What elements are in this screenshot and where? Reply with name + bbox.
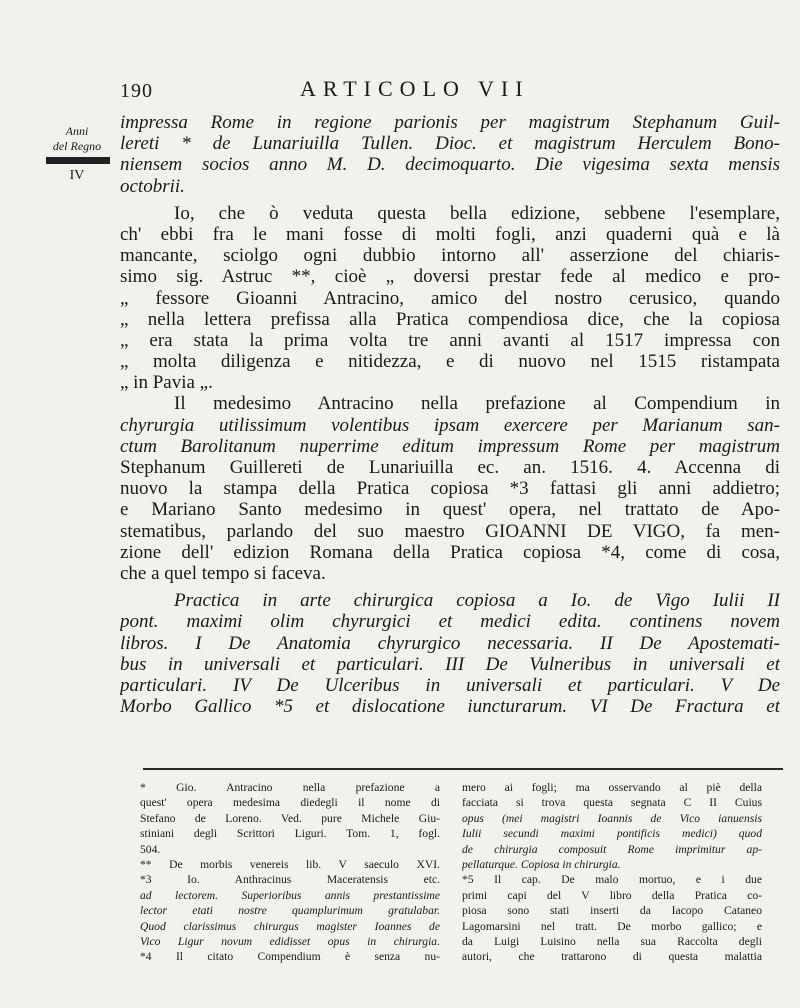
margin-volume: IV <box>69 168 85 183</box>
footnote-line: facciata si trova questa segnata C II Cuius <box>462 796 762 810</box>
footnote-line: *4 Il citato Compendium è senza nu- <box>140 950 440 964</box>
margin-note <box>40 124 114 183</box>
text-line: niensem socios anno M. D. decimoquarto. Die vigesima sexta mensis <box>120 154 780 176</box>
text-line: impressa Rome in regione parionis per magistrum Stephanum Guil- <box>120 112 780 133</box>
margin-note-line1: Anni <box>65 124 89 138</box>
text-line: simo sig. Astruc **, cioè „ doversi prestar fede al medico e pro- <box>120 266 780 288</box>
footnote-line: ** De morbis venereis lib. V saeculo XVI. <box>140 857 440 871</box>
text-line: „ fessore Gioanni Antracino, amico del nostro cerusico, quando <box>120 287 780 309</box>
text-line: octobrii. <box>120 175 185 197</box>
main-text <box>120 112 780 717</box>
footnote-line: autori, che trattarono di questa malattia <box>462 950 762 964</box>
footnote-line: 504. <box>140 842 161 856</box>
footnotes-left-column <box>140 780 440 965</box>
text-line: libros. I De Anatomia chyrurgico necessaria. II De Apostemati- <box>120 632 780 654</box>
footnote-line: pellaturque. Copiosa in chirurgia. <box>462 857 621 871</box>
page-number: 190 <box>120 80 153 102</box>
footnote-line: mero ai fogli; ma osservando al piè della <box>462 781 762 794</box>
footnote-line: * Gio. Antracino nella prefazione a <box>140 781 440 794</box>
footnote-line: ad lectorem. Superioribus annis prestantissime <box>140 888 440 902</box>
text-line: chyrurgia utilissimum volentibus ipsam exercere per Marianum san- <box>120 414 780 436</box>
running-title: ARTICOLO VII <box>300 76 530 101</box>
footnote-line: Quod clarissimus chirurgus magister Ioannes de <box>140 919 440 933</box>
text-line: mancante, sciolgo ogni dubbio intorno all' asserzione del chiaris- <box>120 245 780 267</box>
footnote-line: primi capi del V libro della Pratica co- <box>462 888 762 902</box>
footnote-separator <box>143 768 783 770</box>
footnote-line: Lagomarsini nel tratt. De morbo gallico; e <box>462 919 762 933</box>
footnotes-right-column <box>462 780 762 965</box>
text-line: ch' ebbi fra le mani fosse di molti fogli, anzi quaderni quà e là <box>120 223 780 245</box>
footnote-line: Vico Ligur novum edidisset opus in chirurgia. <box>140 934 440 948</box>
text-line: stematibus, parlando del suo maestro GIOANNI DE VIGO, fa men- <box>120 520 780 542</box>
footnote-line: de chirurgia composuit Rome imprimitur ap- <box>462 842 762 856</box>
text-line: „ era stata la prima volta tre anni avanti al 1517 impressa con <box>120 329 780 351</box>
text-line: „ in Pavia „. <box>120 372 213 394</box>
footnote-line: Iulii secundi maximi pontificis medici) quod <box>462 827 762 841</box>
footnote-line: stiniani degli Scrittori Liguri. Tom. 1, fogl. <box>140 827 440 841</box>
text-line: nuovo la stampa della Pratica copiosa *3 fattasi gli anni addietro; <box>120 478 780 500</box>
text-line: pont. maximi olim chyrurgici et medici edita. continens novem <box>120 611 780 633</box>
footnote-line: piosa sono stati inserti da Iacopo Cataneo <box>462 904 762 918</box>
footnote-line: opus (mei magistri Ioannis de Vico ianuensis <box>462 811 762 825</box>
footnote-line: quest' opera medesima diedegli il nome di <box>140 796 440 810</box>
text-line: bus in universali et particulari. III De Vulneribus in universali et <box>120 653 780 675</box>
footnote-line: *3 Io. Anthracinus Maceratensis etc. <box>140 873 440 887</box>
text-line: Il medesimo Antracino nella prefazione al Compendium in <box>174 393 780 415</box>
text-line: che a quel tempo si faceva. <box>120 562 326 584</box>
footnote-line: lector etati nostre quamplurimum gratulabar. <box>140 904 440 918</box>
text-line: e Mariano Santo medesimo in quest' opera, nel trattato de Apo- <box>120 499 780 521</box>
text-line: zione dell' edizion Romana della Pratica copiosa *4, come di cosa, <box>120 541 780 563</box>
footnote-line: da Luigi Luisino nella sua Raccolta degli <box>462 934 762 948</box>
text-line: ctum Barolitanum nuperrime editum impressum Rome per magistrum <box>120 435 780 457</box>
text-line: lereti * de Lunariuilla Tullen. Dioc. et magistrum Herculem Bono- <box>120 133 780 155</box>
text-line: particulari. IV De Ulceribus in universali et particulari. V De <box>120 674 780 696</box>
text-line: Io, che ò veduta questa bella edizione, sebbene l'esemplare, <box>174 202 780 224</box>
text-line: Practica in arte chirurgica copiosa a Io. de Vigo Iulii II <box>174 590 780 612</box>
text-line: „ molta diligenza e nitidezza, e di nuovo nel 1515 ristampata <box>120 351 780 373</box>
margin-note-line2: del Regno <box>52 139 102 153</box>
text-line: Morbo Gallico *5 et dislocatione iuncturarum. VI De Fractura et <box>120 696 780 718</box>
text-line: Stephanum Guillereti de Lunariuilla ec. an. 1516. 4. Accenna di <box>120 457 780 478</box>
margin-rule <box>46 157 110 164</box>
text-line: „ nella lettera prefissa alla Pratica compendiosa dice, che la copiosa <box>120 308 780 330</box>
footnote-line: Stefano de Loreno. Ved. pure Michele Giu- <box>140 811 440 825</box>
footnote-line: *5 Il cap. De malo mortuo, e i due <box>462 873 762 887</box>
